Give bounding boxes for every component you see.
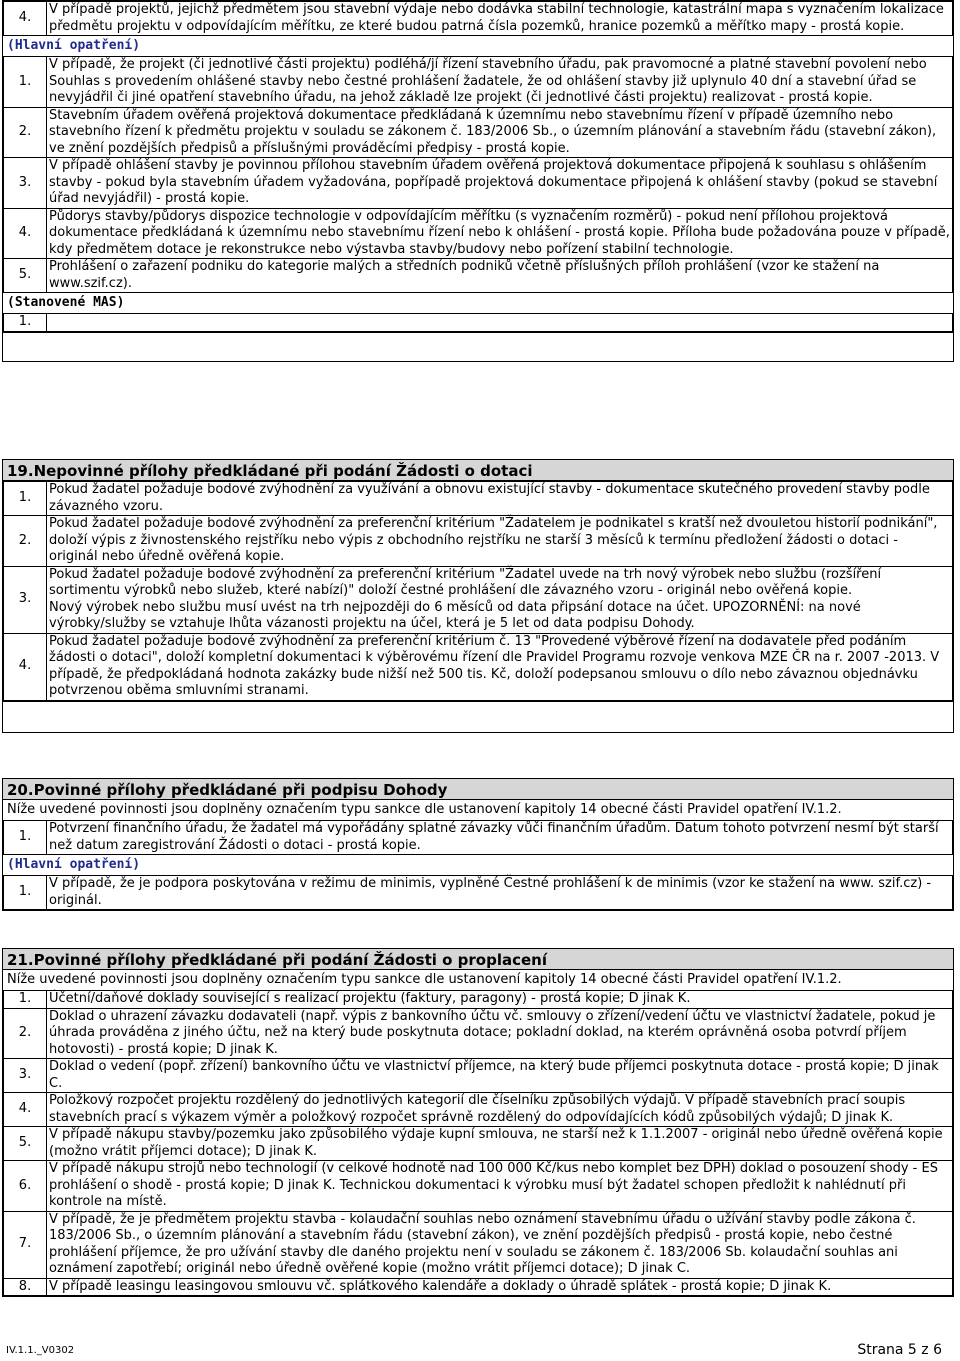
item-text: V případě, že je předmětem projektu stavba - kolaudační souhlas nebo oznámení stavebnímu úřadu o užívání stavby podle zákona č. 183/2006 Sb., o územním plánování a stavebním řádu (stavební zákon), ve znění pozdějších předpisů - prostá kopie, nebo čestné prohlášení příjemce, že pro užívání stavby dle daného projektu není v souladu se zákonem č. 183/2006 Sb. kolaudační souhlas ani oznámení zapotřebí; originál nebo úředně ověřené kopie (možno vrátit příjemci dotace); D jinak C. xyxy=(47,1211,953,1278)
table-row xyxy=(4,107,953,158)
table-row xyxy=(4,208,953,259)
item-text: V případě leasingu leasingovou smlouvu vč. splátkového kalendáře a doklady o úhradě splátek - prostá kopie; D jinak K. xyxy=(47,1278,953,1296)
item-note: Nový výrobek nebo službu musí uvést na trh nejpozději do 6 měsíců od data připsání dotace na účet. UPOZORNĚNÍ: na nové výrobky/služby se vztahuje lhůta vázanosti projektu na účel, která je 5 let od data podpisu Dohody. xyxy=(49,599,861,631)
table-row xyxy=(4,1093,953,1127)
spacer xyxy=(3,332,953,361)
table-row xyxy=(4,991,953,1009)
item-number: 1. xyxy=(4,821,47,855)
section-19-table xyxy=(3,481,953,701)
hlavni-heading: (Hlavní opatření) xyxy=(7,38,141,53)
section-21-title: 21.Povinné přílohy předkládané při podání Žádosti o proplacení xyxy=(2,948,954,970)
item-number: 3. xyxy=(4,566,47,633)
section-20-title: 20.Povinné přílohy předkládané při podpisu Dohody xyxy=(2,778,954,800)
item-number: 1. xyxy=(4,876,47,910)
item-number: 7. xyxy=(4,1211,47,1278)
item-text: Potvrzení finančního úřadu, že žadatel má vypořádány splatné závazky vůči finančním úřadům. Datum tohoto potvrzení nesmí být starší než datum zaregistrování Žádosti o dotaci - prostá kopie. xyxy=(47,821,953,855)
item-text: V případě, že je podpora poskytována v režimu de minimis, vyplněné Čestné prohlášení k de minimis (vzor ke stažení na www. szif.cz) - originál. xyxy=(47,876,953,910)
table-row xyxy=(4,1008,953,1059)
item-number: 4. xyxy=(4,633,47,700)
mas-heading: (Stanovené MAS) xyxy=(7,295,125,310)
item-number: 2. xyxy=(4,516,47,567)
item-number: 1. xyxy=(4,314,47,332)
top-items-table xyxy=(3,1,953,36)
table-row xyxy=(4,57,953,108)
item-number: 1. xyxy=(4,57,47,108)
section-21-intro: Níže uvedené povinnosti jsou doplněny označením typu sankce dle ustanovení kapitoly 14 obecné části Pravidel opatření IV.1.2. xyxy=(7,972,842,987)
section-20-table xyxy=(3,820,953,855)
item-text: Pokud žadatel požaduje bodové zvýhodnění za preferenční kritérium "Žadatelem je podnikatel s kratší než dvouletou historií podnikání", doloží výpis z živnostenského rejstříku nebo výpis z obchodního rejstříku ne starší 3 měsíců k termínu předložení žádosti o dotaci - originál nebo úředně ověřená kopie. xyxy=(47,516,953,567)
table-row xyxy=(4,566,953,633)
item-text: V případě nákupu strojů nebo technologií (v celkové hodnotě nad 100 000 Kč/kus nebo komplet bez DPH) doklad o posouzení shody - ES prohlášení o shodě - prostá kopie; D jinak K. Technickou dokumentaci k výrobku musí být žadatel schopen předložit k nahlédnutí při kontrole na místě. xyxy=(47,1161,953,1212)
mas-items-table xyxy=(3,313,953,332)
item-text: V případě nákupu stavby/pozemku jako způsobilého výdaje kupní smlouva, ne starší než k 1.1.2007 - originál nebo úředně ověřená kopie (možno vrátit příjemci dotace); D jinak K. xyxy=(47,1127,953,1161)
table-row xyxy=(4,821,953,855)
item-number: 2. xyxy=(4,1008,47,1059)
table-row xyxy=(4,876,953,910)
section-20-intro: Níže uvedené povinnosti jsou doplněny označením typu sankce dle ustanovení kapitoly 14 obecné části Pravidel opatření IV.1.2. xyxy=(7,802,842,817)
section-19-block xyxy=(2,480,954,733)
item-text: Prohlášení o zařazení podniku do kategorie malých a středních podniků včetně příslušných příloh prohlášení (vzor ke stažení na www.szif.cz). xyxy=(47,259,953,293)
table-row xyxy=(4,1278,953,1296)
item-text: Doklad o vedení (popř. zřízení) bankovního účtu ve vlastnictví příjemce, na který bude příjemci poskytnuta dotace - prostá kopie; D jinak C. xyxy=(47,1059,953,1093)
item-number: 2. xyxy=(4,107,47,158)
section-21-block xyxy=(2,969,954,1297)
item-text xyxy=(47,314,953,332)
item-text: V případě, že projekt (či jednotlivé části projektu) podléhá/jí řízení stavebního úřadu, pak pravomocné a platné stavební povolení nebo Souhlas s provedením ohlášené stavby nebo čestné prohlášení žadatele, že od ohlášení stavby již uplynulo 40 dní a stavební úřad se nevyjádřil či jiné opatření stavebního úřadu, na jehož základě lze projekt (či jednotlivé části projektu) realizovat - prostá kopie. xyxy=(47,57,953,108)
item-number: 3. xyxy=(4,1059,47,1093)
footer-code: IV.1.1._V0302 xyxy=(6,1345,75,1356)
item-number: 6. xyxy=(4,1161,47,1212)
table-row xyxy=(4,633,953,700)
item-number: 4. xyxy=(4,208,47,259)
item-number: 1. xyxy=(4,482,47,516)
spacer xyxy=(3,701,953,732)
item-text: Pokud žadatel požaduje bodové zvýhodnění za využívání a obnovu existující stavby - dokumentace skutečného provedení stavby podle závazného vzoru. xyxy=(47,482,953,516)
top-block xyxy=(2,0,954,362)
item-text: Stavebním úřadem ověřená projektová dokumentace předkládaná k územnímu nebo stavebnímu řízení v případě územního nebo stavebního řízení k předmětu projektu v souladu se zákonem č. 183/2006 Sb., o územním plánování a stavebním řádu (stavební zákon), ve znění pozdějších předpisů a příslušnými prováděcími předpisy - prostá kopie. xyxy=(47,107,953,158)
table-row xyxy=(4,516,953,567)
section-20-block xyxy=(2,799,954,911)
item-number: 3. xyxy=(4,158,47,209)
table-row xyxy=(4,314,953,332)
hlavni-items-table xyxy=(3,56,953,293)
table-row xyxy=(4,1127,953,1161)
item-text: V případě projektů, jejichž předmětem jsou stavební výdaje nebo dodávka stabilní technologie, katastrální mapa s vyznačením lokalizace předmětu projektu v odpovídajícím měřítku, ze které budou patrná čísla pozemků, hranice pozemků a měřítko mapy - prostá kopie. xyxy=(47,2,953,36)
item-number: 4. xyxy=(4,1093,47,1127)
table-row xyxy=(4,158,953,209)
item-number: 1. xyxy=(4,991,47,1009)
hlavni-heading: (Hlavní opatření) xyxy=(7,857,141,872)
item-number: 4. xyxy=(4,2,47,36)
table-row xyxy=(4,482,953,516)
item-text: V případě ohlášení stavby je povinnou přílohou stavebním úřadem ověřená projektová dokumentace připojená k souhlasu s ohlášením stavby - pokud byla stavebním úřadem vyžadována, popřípadě projektová dokumentace připojená k ohlášení stavby (pokud se stavební úřad nevyjádřil) - prostá kopie. xyxy=(47,158,953,209)
item-number: 8. xyxy=(4,1278,47,1296)
table-row xyxy=(4,1059,953,1093)
item-text: Pokud žadatel požaduje bodové zvýhodnění za preferenční kritérium č. 13 "Provedené výběrové řízení na dodavatele před podáním žádosti o dotaci", doloží kompletní dokumentaci k výběrovému řízení dle Pravidel Programu rozvoje venkova MZE ČR na r. 2007 -2013. V případě, že předpokládaná hodnota zakázky bude nižší než 500 tis. Kč, doloží podepsanou smlouvu o dílo nebo závaznou objednávku potvrzenou oběma smluvními stranami. xyxy=(47,633,953,700)
item-text: Doklad o uhrazení závazku dodavateli (např. výpis z bankovního účtu vč. smlouvy o zřízení/vedení účtu ve vlastnictví žadatele, pokud je úhrada prováděna z jiného účtu, než na který bude poskytnuta dotace; pokladní doklad, na kterém oprávněná osoba potvrdí příjem hotovosti) - prostá kopie; D jinak K. xyxy=(47,1008,953,1059)
section-19-title: 19.Nepovinné přílohy předkládané při podání Žádosti o dotaci xyxy=(2,459,954,481)
table-row xyxy=(4,2,953,36)
item-text: Položkový rozpočet projektu rozdělený do jednotlivých kategorií dle číselníku způsobilých výdajů. V případě stavebních prací soupis stavebních prací s výkazem výměr a položkový rozpočet správně rozdělený do odpovídajících kódů způsobilých výdajů; D jinak K. xyxy=(47,1093,953,1127)
table-row xyxy=(4,259,953,293)
item-number: 5. xyxy=(4,1127,47,1161)
table-row xyxy=(4,1161,953,1212)
footer-page-number: Strana 5 z 6 xyxy=(857,1342,942,1358)
table-row xyxy=(4,1211,953,1278)
item-text-main: Pokud žadatel požaduje bodové zvýhodnění za preferenční kritérium "Žadatel uvede na trh nový výrobek nebo službu (rozšíření sortimentu výrobků nebo služeb, které nabízí)" doloží čestné prohlášení dle závazného vzoru - originál nebo ověřená kopie. xyxy=(49,566,882,598)
item-text xyxy=(47,566,953,633)
item-text: Půdorys stavby/půdorys dispozice technologie v odpovídajícím měřítku (s vyznačením rozměrů) - pokud není přílohou projektová dokumentace předkládaná k územnímu nebo stavebnímu řízení nebo k ohlášení - prostá kopie. Příloha bude požadována pouze v případě, kdy předmětem dotace je rekonstrukce nebo výstavba stavby/budovy nebo pořízení stabilní technologie. xyxy=(47,208,953,259)
item-text: Účetní/daňové doklady související s realizací projektu (faktury, paragony) - prostá kopie; D jinak K. xyxy=(47,991,953,1009)
item-number: 5. xyxy=(4,259,47,293)
section-21-table xyxy=(3,990,953,1296)
section-20-hlavni-table xyxy=(3,875,953,910)
